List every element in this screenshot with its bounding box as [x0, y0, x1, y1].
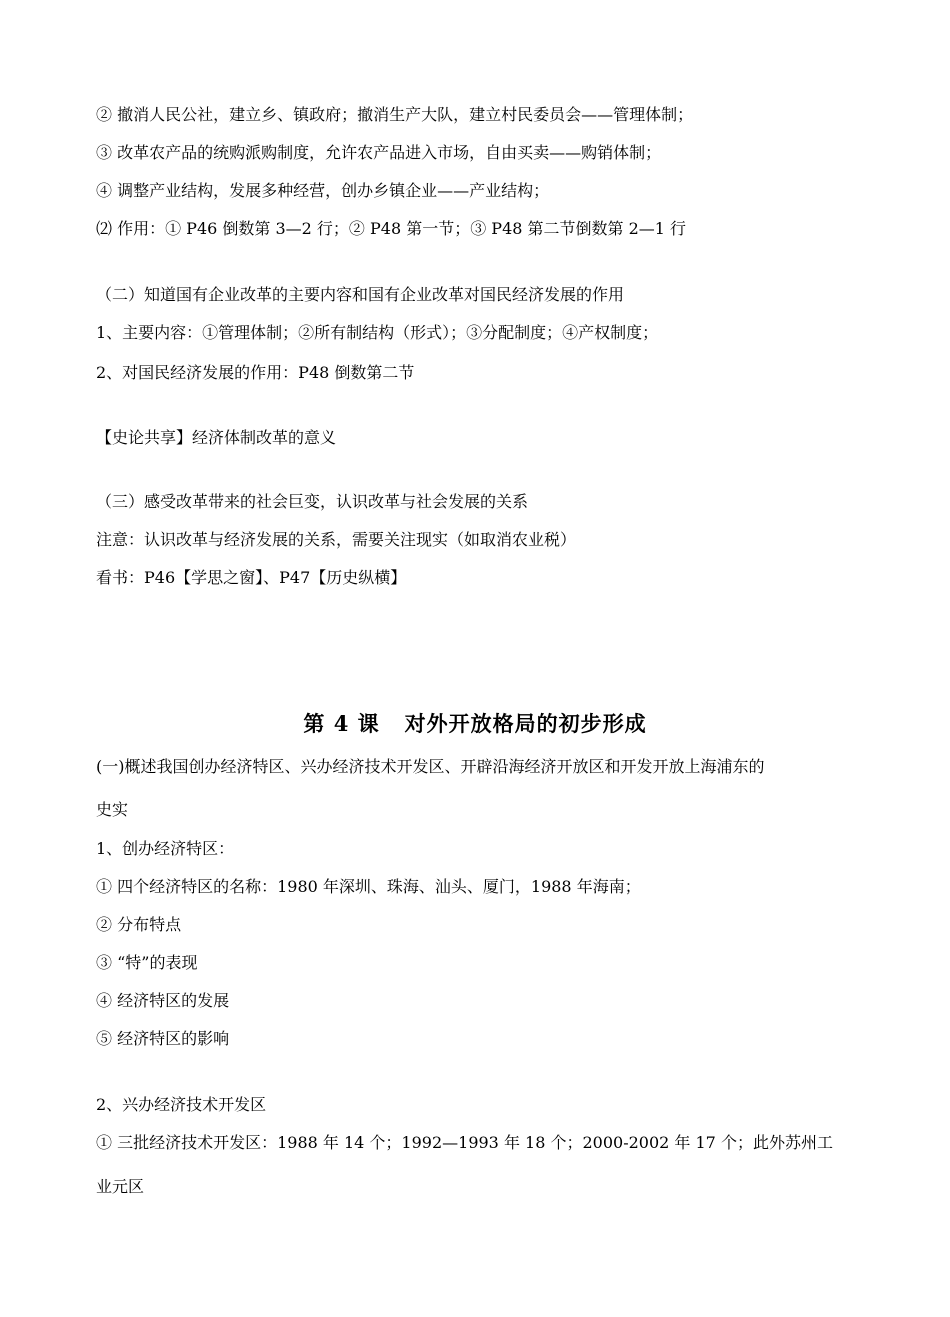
section-2-item-2: 2、对国民经济发展的作用：P48 倒数第二节 — [96, 363, 415, 382]
shilun-heading: 【史论共享】经济体制改革的意义 — [96, 428, 337, 447]
part-1-item: ⑤ 经济特区的影响 — [96, 1029, 230, 1048]
reform-point-2: ② 撤消人民公社，建立乡、镇政府；撤消生产大队，建立村民委员会——管理体制； — [96, 105, 694, 124]
part-1-item: ② 分布特点 — [96, 915, 182, 934]
lesson-intro-line-1: (一)概述我国创办经济特区、兴办经济技术开发区、开辟沿海经济开放区和开发开放上海浦东的 — [96, 757, 765, 776]
section-3-heading: （三）感受改革带来的社会巨变，认识改革与社会发展的关系 — [96, 492, 529, 511]
lesson-title: 第 4 课 对外开放格局的初步形成 — [303, 711, 647, 736]
reform-effect: ⑵ 作用：① P46 倒数第 3—2 行；② P48 第一节；③ P48 第二节倒数第 2—1 行 — [96, 219, 687, 238]
reform-point-3: ③ 改革农产品的统购派购制度，允许农产品进入市场，自由买卖——购销体制； — [96, 143, 662, 162]
part-1-heading: 1、创办经济特区： — [96, 839, 235, 858]
section-3-reading: 看书：P46【学思之窗】、P47【历史纵横】 — [96, 568, 407, 587]
part-1-item: ① 四个经济特区的名称：1980 年深圳、珠海、汕头、厦门，1988 年海南； — [96, 877, 641, 896]
section-2-heading: （二）知道国有企业改革的主要内容和国有企业改革对国民经济发展的作用 — [96, 285, 625, 304]
part-2-item-line-2: 业元区 — [96, 1177, 145, 1196]
part-2-heading: 2、兴办经济技术开发区 — [96, 1095, 267, 1114]
section-3-note: 注意：认识改革与经济发展的关系，需要关注现实（如取消农业税） — [96, 530, 577, 549]
part-2-item-line-1: ① 三批经济技术开发区：1988 年 14 个；1992—1993 年 18 个；2000-2002 年 17 个；此外苏州工 — [96, 1133, 833, 1152]
reform-point-4: ④ 调整产业结构，发展多种经营，创办乡镇企业——产业结构； — [96, 181, 550, 200]
part-1-item: ③ “特”的表现 — [96, 953, 198, 972]
section-2-item-1: 1、主要内容：①管理体制；②所有制结构（形式）；③分配制度；④产权制度； — [96, 323, 659, 342]
lesson-intro-line-2: 史实 — [96, 800, 129, 819]
part-1-item: ④ 经济特区的发展 — [96, 991, 230, 1010]
